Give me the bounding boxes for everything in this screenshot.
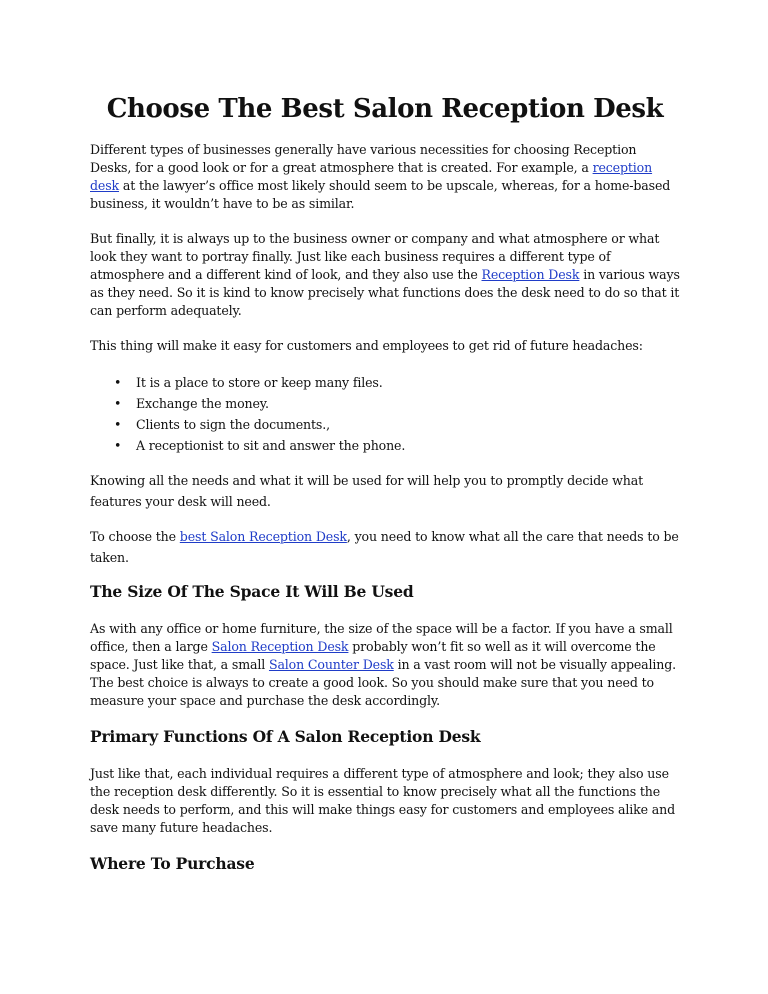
list-item-text: Clients to sign the documents., bbox=[136, 417, 330, 432]
functions-paragraph: Just like that, each individual requires a different type of atmosphere and look; they also use the reception desk differently. So it is essential to know precisely what all the functions the desk needs to perform, and this will make things easy for customers and employees alike and save many future headaches. bbox=[90, 766, 676, 835]
intro-text-start: Different types of businesses generally have various necessities for choosing Reception Desks, for a good look or for a great atmosphere that is created. For example, a bbox=[90, 142, 637, 175]
owner-text-start: But finally, it is always up to the business owner or company and what atmosphere or what look they want to portray finally. Just like each business requires a different type of atmosphere and a different kind of look, and they also use the bbox=[90, 231, 660, 282]
owner-text-end: in various ways as they need. So it is kind to know precisely what functions does the desk need to do so that it can perform adequately. bbox=[90, 267, 680, 318]
intro-text-end: at the lawyer’s office most likely should seem to be upscale, whereas, for a home-based business, it wouldn’t have to be as similar. bbox=[90, 178, 671, 211]
headaches-paragraph: This thing will make it easy for customers and employees to get rid of future headaches: bbox=[90, 338, 643, 353]
document-title: Choose The Best Salon Reception Desk bbox=[106, 94, 664, 124]
salon-counter-desk-link[interactable]: Salon Counter Desk bbox=[268, 657, 394, 672]
bullet-icon: • bbox=[114, 438, 122, 453]
list-item bbox=[90, 435, 680, 456]
list-item bbox=[90, 393, 680, 414]
choose-paragraph bbox=[90, 526, 680, 568]
bullet-icon: • bbox=[114, 396, 122, 411]
choose-text-end: , you need to know what all the care that needs to be taken. bbox=[90, 529, 679, 565]
intro-paragraph bbox=[90, 141, 680, 213]
purchase-heading: Where To Purchase bbox=[90, 854, 255, 873]
functions-list bbox=[90, 372, 680, 456]
document-body bbox=[90, 93, 680, 892]
list-item-text: A receptionist to sit and answer the phone. bbox=[136, 438, 406, 453]
choose-text-start: To choose the bbox=[90, 529, 180, 544]
reception-desk-link-2[interactable]: Reception Desk bbox=[481, 267, 580, 282]
bullet-icon: • bbox=[114, 417, 122, 432]
functions-heading: Primary Functions Of A Salon Reception Desk bbox=[90, 727, 481, 746]
list-item-text: Exchange the money. bbox=[136, 396, 269, 411]
space-text-3: in a vast room will not be visually appealing. The best choice is always to create a good look. So you should make sure that you need to measure your space and purchase the desk accordingly. bbox=[90, 657, 676, 708]
reception-desk-link[interactable]: reception desk bbox=[90, 160, 653, 193]
space-paragraph bbox=[90, 620, 680, 710]
space-heading: The Size Of The Space It Will Be Used bbox=[90, 582, 414, 601]
list-item-text: It is a place to store or keep many files. bbox=[136, 375, 383, 390]
space-text-2: probably won’t fit so well as it will overcome the space. Just like that, a small bbox=[90, 639, 656, 672]
owner-paragraph bbox=[90, 230, 680, 320]
salon-reception-desk-link[interactable]: Salon Reception Desk bbox=[211, 639, 349, 654]
bullet-icon: • bbox=[114, 375, 122, 390]
space-text-1: As with any office or home furniture, the size of the space will be a factor. If you have a small office, then a large bbox=[90, 621, 673, 654]
list-item bbox=[90, 372, 680, 393]
best-salon-reception-desk-link[interactable]: best Salon Reception Desk bbox=[179, 529, 347, 544]
needs-paragraph: Knowing all the needs and what it will be used for will help you to promptly decide what features your desk will need. bbox=[90, 473, 644, 509]
list-item bbox=[90, 414, 680, 435]
